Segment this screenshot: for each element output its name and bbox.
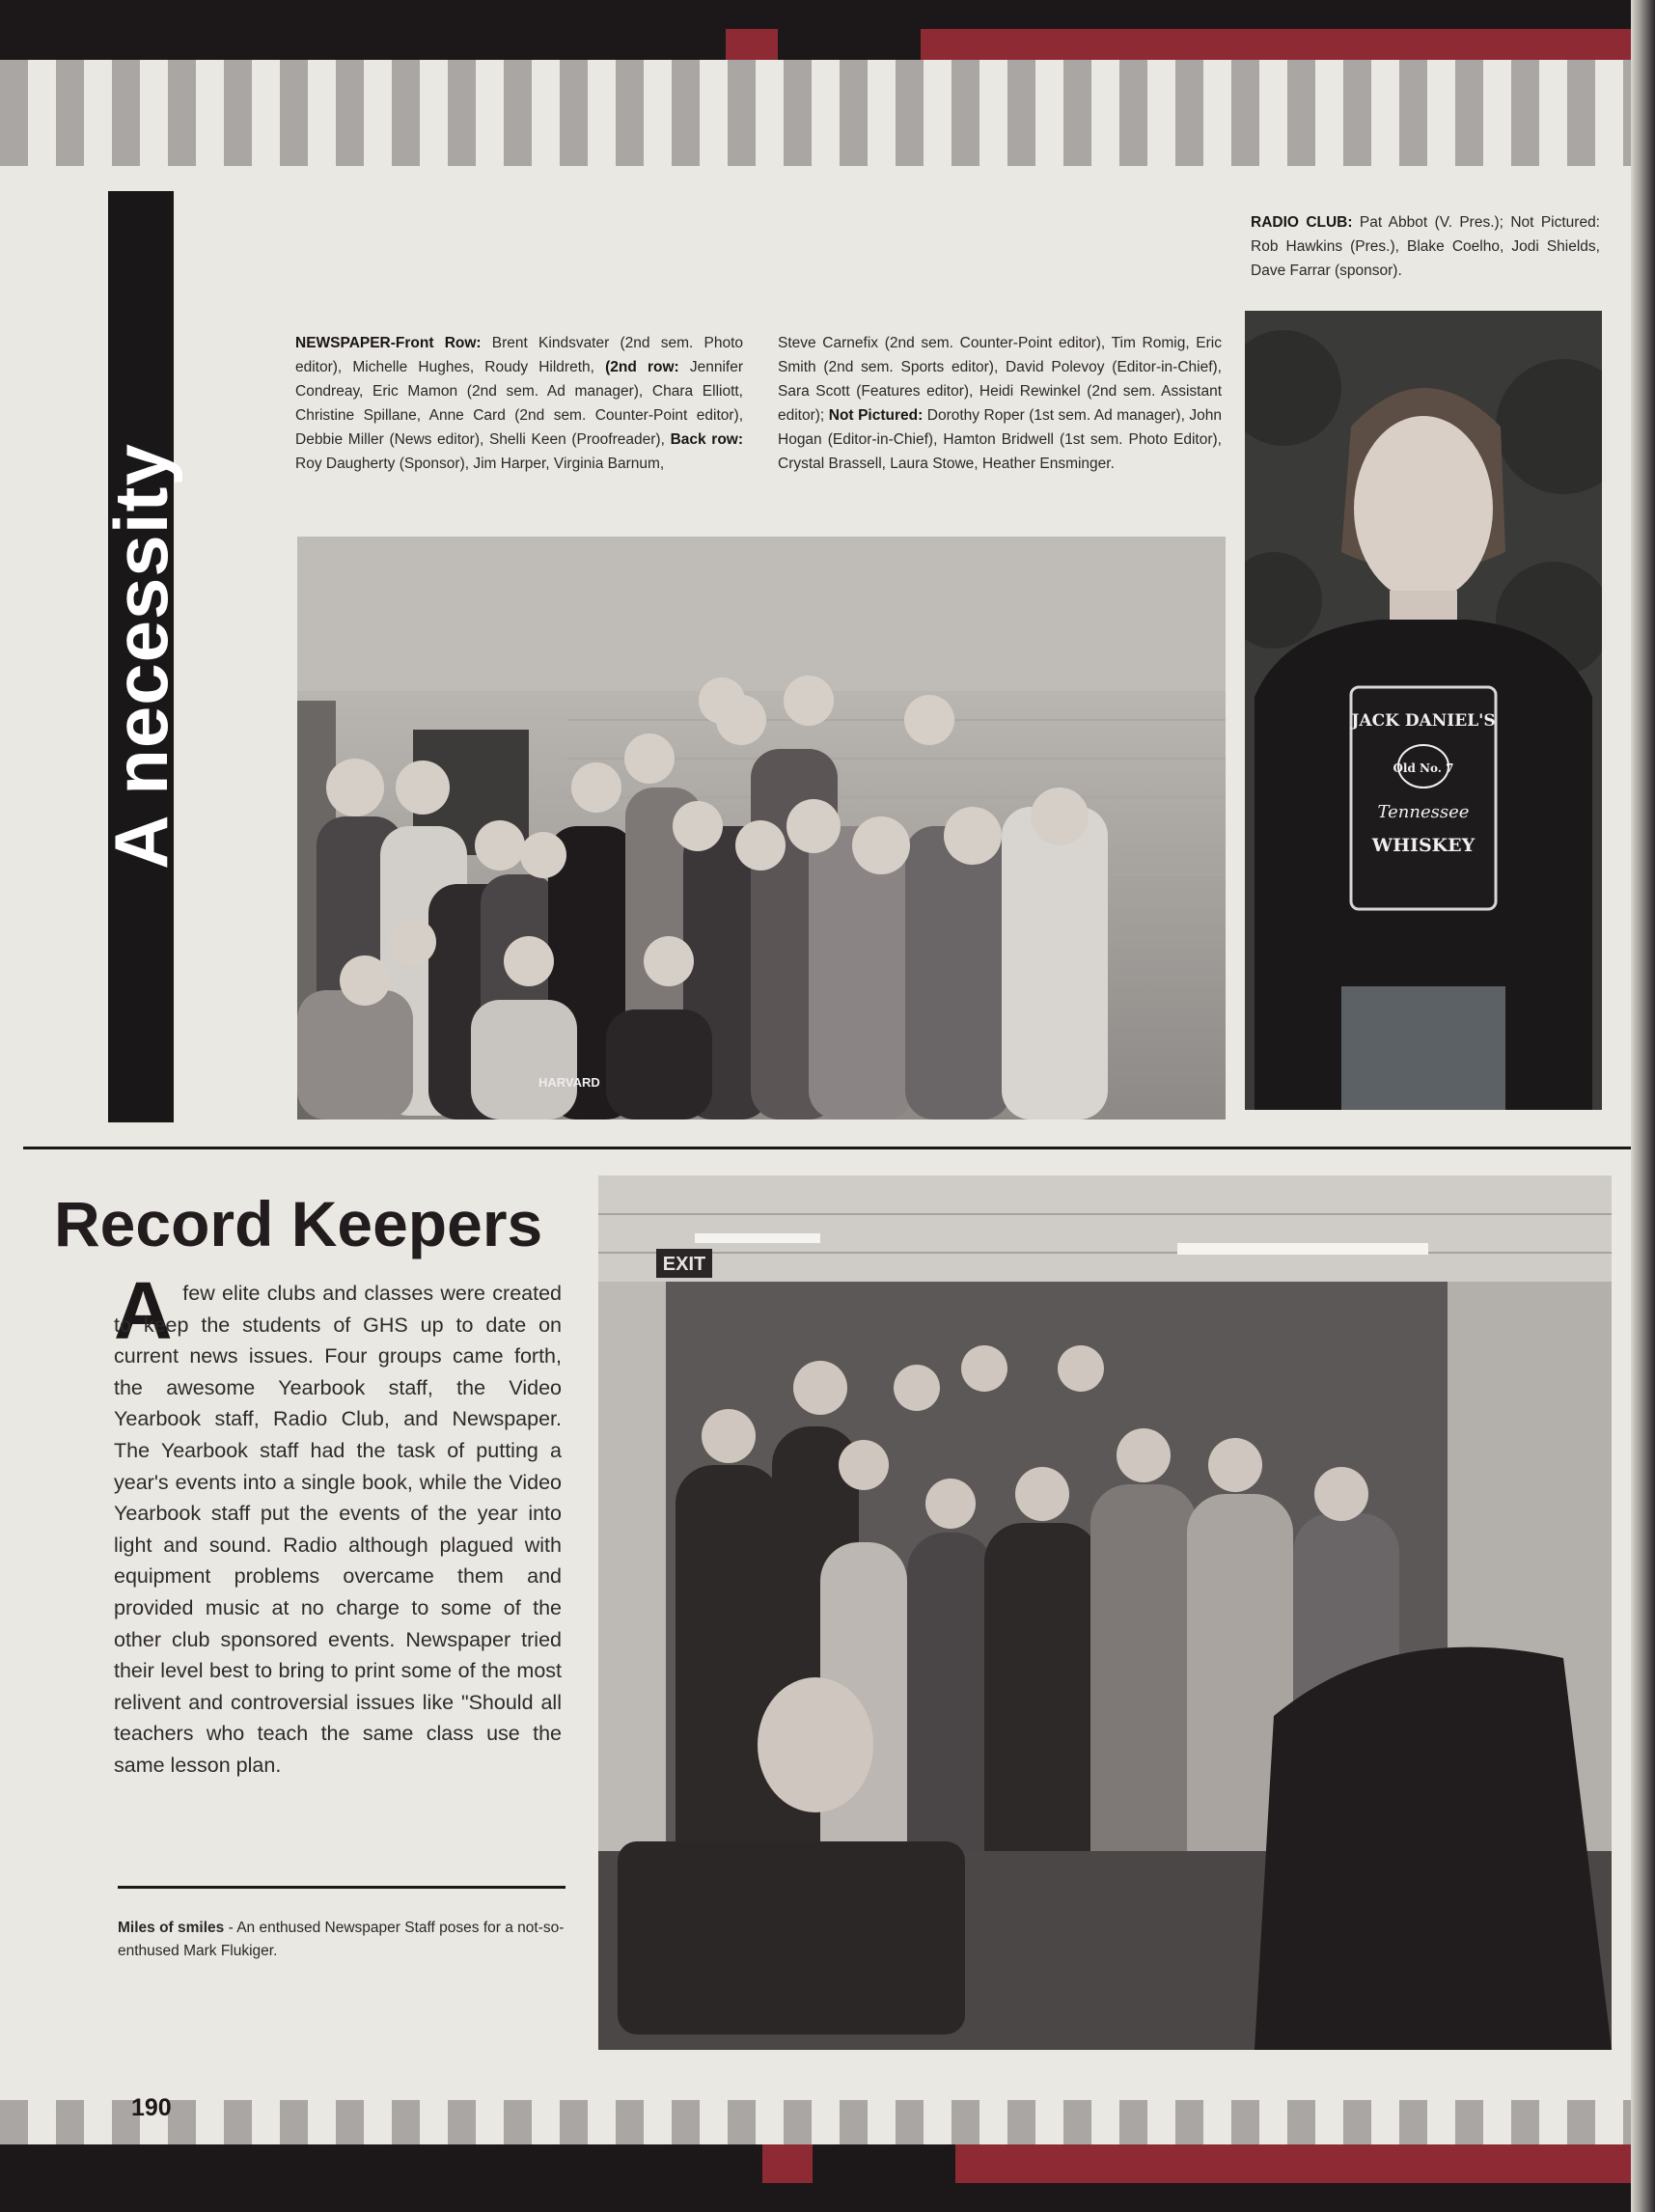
- hallway-group-photo: [598, 1175, 1612, 2050]
- bottom-red-tab-right: [955, 2144, 1631, 2183]
- shirt-line-1: JACK DANIEL'S: [1351, 711, 1496, 731]
- shirt-line-3: Tennessee: [1377, 802, 1470, 822]
- exit-sign: EXIT: [662, 1254, 706, 1275]
- caption-label-front-row: NEWSPAPER-Front Row:: [295, 335, 482, 351]
- top-stripe-band: [0, 60, 1631, 166]
- radio-club-portrait: [1245, 311, 1602, 1110]
- binding-gutter: [1631, 0, 1655, 2212]
- drop-cap: A: [114, 1265, 173, 1356]
- portrait-graphic: [1245, 311, 1602, 1110]
- caption-text: Pat Abbot (V. Pres.); Not Pictured: Rob Hawkins (Pres.), Blake Coelho, Jodi Shields, Dave Farrar (sponsor).: [1251, 214, 1600, 279]
- sweatshirt-text: HARVARD: [538, 1075, 600, 1090]
- shirt-line-2: Old No. 7: [1393, 761, 1454, 775]
- body-copy: [114, 1278, 562, 1782]
- radio-club-caption: [1251, 210, 1600, 283]
- bottom-red-tab-left: [762, 2144, 813, 2183]
- caption-text: Steve Carnefix (2nd sem. Counter-Point editor), Tim Romig, Eric Smith (2nd sem. Sports editor), David Polevoy (Editor-in-Chief), Sara Scott (Features editor), Heidi Rewinkel (2nd sem. Assistant editor);: [778, 335, 1222, 424]
- hallway-photo-graphic: [598, 1175, 1612, 2050]
- caption-rule: [118, 1886, 565, 1889]
- bottom-stripe-band: [0, 2100, 1631, 2144]
- caption-label-not-pictured: Not Pictured:: [828, 407, 924, 424]
- group-photo-graphic: [297, 537, 1226, 1120]
- newspaper-caption-col2: [778, 331, 1222, 476]
- photo-caption: [118, 1917, 571, 1963]
- caption-text: Brent Kindsvater (2nd sem. Photo editor), Michelle Hughes, Roudy Hildreth,: [295, 335, 743, 375]
- headline: Record Keepers: [54, 1188, 543, 1259]
- section-divider: [23, 1147, 1631, 1149]
- caption-label-second-row: (2nd row:: [605, 359, 679, 375]
- caption-label-back-row: Back row:: [670, 431, 743, 448]
- caption-label-radio: RADIO CLUB:: [1251, 214, 1353, 231]
- photo-caption-label: Miles of smiles: [118, 1920, 225, 1936]
- caption-text: Roy Daugherty (Sponsor), Jim Harper, Virginia Barnum,: [295, 456, 665, 472]
- photo-caption-text: - An enthused Newspaper Staff poses for a not-so-enthused Mark Flukiger.: [118, 1920, 565, 1959]
- drop-cap-space: [114, 1299, 176, 1300]
- body-text: few elite clubs and classes were created to keep the students of GHS up to date on current news issues. Four groups came forth, the awesome Yearbook staff, the Video Yearbook staff, Radio Club, and Newspaper. The Yearbook staff had the task of putting a year's events into a single book, while the Video Yearbook staff put the events of the year into light and sound. Radio although plagued with equipment problems overcame them and provided music at no charge to some of the other club sponsored events. Newspaper tried their level best to bring to print some of the most relivent and controversial issues like "Should all teachers who teach the same class use the same lesson plan.: [114, 1282, 562, 1777]
- section-title: A necessity: [98, 443, 183, 870]
- top-red-tab-right: [921, 29, 1631, 60]
- caption-text: Dorothy Roper (1st sem. Ad manager), John Hogan (Editor-in-Chief), Hamton Bridwell (1st sem. Photo Editor), Crystal Brassell, Laura Stowe, Heather Ensminger.: [778, 407, 1222, 472]
- top-red-tab-left: [726, 29, 778, 60]
- page-number: 190: [131, 2094, 172, 2121]
- shirt-logo: [1349, 687, 1496, 909]
- newspaper-caption-col1: [295, 331, 743, 476]
- caption-text: Jennifer Condreay, Eric Mamon (2nd sem. Ad manager), Chara Elliott, Christine Spillane, Anne Card (2nd sem. Counter-Point editor), Debbie Miller (News editor), Shelli Keen (Proofreader),: [295, 359, 744, 448]
- newspaper-staff-photo: [297, 537, 1226, 1120]
- shirt-line-4: WHISKEY: [1371, 835, 1476, 856]
